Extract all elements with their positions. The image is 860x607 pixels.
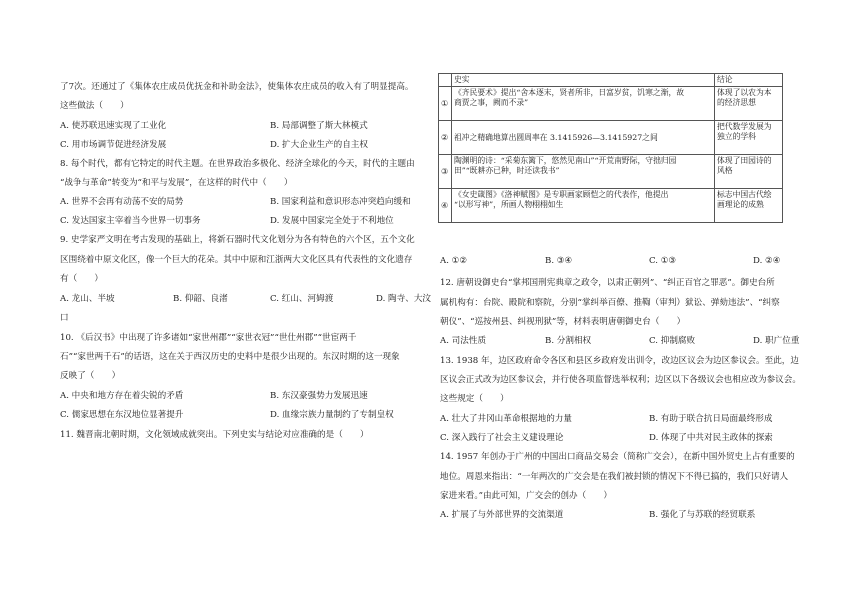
- q12-option-c[interactable]: C. 抑制腐败: [649, 336, 696, 346]
- q8-line-1: 8. 每个时代，都有它特定的时代主题。在世界政治多极化、经济全球化的今天，时代的主题由: [60, 159, 415, 169]
- q14-line-3: 家进来看。”由此可知，广交会的创办（ ）: [440, 491, 612, 501]
- q13-line-2: 区议会正式改为边区参议会，并行使各项监督选举权利；边区以下各级议会也相应改为参议会。: [440, 375, 801, 385]
- q12-line-1: 12. 唐朝设御史台“掌邦国刑宪典章之政令，以肃正朝列”、“纠正百官之罪恶”。御史台所: [440, 278, 775, 288]
- q10-option-b[interactable]: B. 东汉豪强势力发展迅速: [270, 391, 368, 401]
- q8-option-d[interactable]: D. 发展中国家完全处于不利地位: [270, 216, 394, 226]
- q8-option-b[interactable]: B. 国家利益和意识形态冲突趋向缓和: [270, 197, 411, 207]
- q13-option-c[interactable]: C. 深入践行了社会主义建设理论: [440, 433, 564, 443]
- q8-option-a[interactable]: A. 世界不会再有动荡不安的局势: [60, 197, 184, 207]
- q13-line-3: 这些规定（ ）: [440, 394, 509, 404]
- q13-line-1: 13. 1938 年，边区政府命令各区和县区乡政府发出训令，改边区议会为边区参议会。至此，边: [440, 356, 799, 366]
- q7-option-b[interactable]: B. 局部调整了斯大林模式: [270, 121, 368, 131]
- row-number: ①: [439, 87, 452, 121]
- q7-line-1: 了7次。还通过了《集体农庄成员优抚金和补助金法》，使集体农庄成员的收入有了明显提高。: [60, 82, 414, 92]
- table-row: [439, 189, 783, 223]
- row-fact-line: 《齐民要术》提出“舍本逐末，贤者所非，日富岁贫，饥寒之渐，故: [454, 88, 685, 97]
- row-fact: [452, 121, 715, 155]
- row-fact: [452, 155, 715, 189]
- row-number: ③: [439, 155, 452, 189]
- row-number: ②: [439, 121, 452, 155]
- q10-line-2: 石”“家世两千石”的话语，这在关于西汉历史的史料中是很少出现的。东汉时期的这一现象: [60, 352, 400, 362]
- row-conclusion: [715, 121, 783, 155]
- q12-line-2: 属机构有：台院、殿院和察院，分别“掌纠举百僚、推鞫（审判）狱讼、弹劾违法”、“纠察: [440, 298, 780, 308]
- q9-option-d-continued: 口: [60, 313, 69, 323]
- q7-line-2: 这些做法（ ）: [60, 101, 129, 111]
- row-conclusion: [715, 155, 783, 189]
- table-header-conclusion: 结论: [715, 74, 783, 87]
- row-fact-line: 田”“既耕亦已种，时还读我书”: [454, 166, 560, 175]
- row-conclusion-line: 独立的学科: [717, 132, 756, 141]
- row-conclusion-line: 的经济思想: [717, 98, 756, 107]
- q9-option-a[interactable]: A. 龙山、半坡: [60, 294, 115, 304]
- table-row: [439, 87, 783, 121]
- row-number: ④: [439, 189, 452, 223]
- q9-option-d[interactable]: D. 陶寺、大汶: [376, 294, 432, 304]
- q11-option-b[interactable]: B. ③④: [545, 256, 573, 266]
- row-conclusion-line: 体现了田园诗的: [717, 156, 772, 165]
- row-conclusion: [715, 87, 783, 121]
- table-header-row: [439, 74, 783, 87]
- q14-line-2: 地位。周恩来指出：“一年两次的广交会是在我们被封锁的情况下不得已搞的，我们只好请人: [440, 472, 789, 482]
- q11-option-d[interactable]: D. ②④: [753, 256, 781, 266]
- row-fact: [452, 189, 715, 223]
- q10-option-c[interactable]: C. 儒家思想在东汉地位显著提升: [60, 410, 184, 420]
- row-fact: [452, 87, 715, 121]
- q14-option-a[interactable]: A. 扩展了与外部世界的交流渠道: [440, 510, 564, 520]
- q13-option-d[interactable]: D. 体现了中共对民主政体的探索: [649, 433, 773, 443]
- table-header-num: [439, 74, 452, 87]
- row-conclusion-line: 标志中国古代绘: [717, 190, 772, 199]
- q14-option-b[interactable]: B. 强化了与苏联的经贸联系: [649, 510, 756, 520]
- q11-table: [438, 73, 783, 223]
- q9-line-1: 9. 史学家严文明在考古发现的基础上，将新石器时代文化划分为各有特色的六个区，五个文化: [60, 235, 415, 245]
- row-fact-line: 祖冲之精确地算出圆周率在 3.1415926—3.1415927之间: [454, 132, 658, 142]
- q9-option-c[interactable]: C. 红山、河姆渡: [270, 294, 334, 304]
- q9-line-3: 有（ ）: [60, 274, 103, 284]
- row-fact-line: 《女史箴图》《洛神赋图》是专职画家顾恺之的代表作，他提出: [454, 190, 669, 199]
- q9-line-2: 区围绕着中原文化区，像一个巨大的花朵。其中中原和江浙两大文化区具有代表性的文化遗存: [60, 255, 413, 265]
- q7-option-a[interactable]: A. 使苏联迅速实现了工业化: [60, 121, 167, 131]
- q11-line-1: 11. 魏晋南北朝时期，文化领域成就突出。下列史实与结论对应准确的是（ ）: [60, 430, 369, 440]
- row-fact-line: 陶渊明的诗：“采菊东篱下，悠然见南山”“开荒南野际，守拙归园: [454, 156, 677, 165]
- table-row: [439, 155, 783, 189]
- q14-line-1: 14. 1957 年创办于广州的中国出口商品交易会（简称广交会），在新中国外贸史上占有重要的: [440, 452, 795, 462]
- table-row: [439, 121, 783, 155]
- q11-option-c[interactable]: C. ①③: [649, 256, 677, 266]
- row-fact-line: “以形写神”，所画人物栩栩如生: [454, 200, 564, 209]
- q7-option-c[interactable]: C. 用市场调节促进经济发展: [60, 140, 167, 150]
- q12-option-b[interactable]: B. 分割相权: [545, 336, 592, 346]
- q10-line-1: 10. 《后汉书》中出现了许多诸如“家世州郡”“家世衣冠”“世仕州郡”“世宦两千: [60, 333, 357, 343]
- q8-option-c[interactable]: C. 发达国家主宰着当今世界一切事务: [60, 216, 201, 226]
- q10-option-a[interactable]: A. 中央和地方存在着尖锐的矛盾: [60, 391, 184, 401]
- q7-option-d[interactable]: D. 扩大企业生产的自主权: [270, 140, 368, 150]
- q12-option-d[interactable]: D. 职广位重: [753, 336, 800, 346]
- q12-option-a[interactable]: A. 司法性质: [440, 336, 487, 346]
- q11-option-a[interactable]: A. ①②: [440, 256, 468, 266]
- row-conclusion: [715, 189, 783, 223]
- row-fact-line: 商贾之事，阙而不录”: [454, 98, 529, 107]
- q12-line-3: 朝仪”、“巡按州县、纠视刑狱”等，材料表明唐朝御史台（ ）: [440, 317, 686, 327]
- q13-option-a[interactable]: A. 壮大了井冈山革命根据地的力量: [440, 414, 572, 424]
- q8-line-2: “战争与革命”转变为“和平与发展”，在这样的时代中（ ）: [60, 178, 293, 188]
- q9-option-b[interactable]: B. 仰韶、良渚: [173, 294, 228, 304]
- row-conclusion-line: 风格: [717, 166, 733, 175]
- q13-option-b[interactable]: B. 有助于联合抗日局面最终形成: [649, 414, 773, 424]
- table-header-fact: 史实: [452, 74, 715, 87]
- row-conclusion-line: 把代数学发展为: [717, 122, 772, 131]
- q10-option-d[interactable]: D. 血缘宗族力量制约了专制皇权: [270, 410, 394, 420]
- row-conclusion-line: 体现了以农为本: [717, 88, 772, 97]
- row-conclusion-line: 画理论的成熟: [717, 200, 764, 209]
- q10-line-3: 反映了（ ）: [60, 371, 121, 381]
